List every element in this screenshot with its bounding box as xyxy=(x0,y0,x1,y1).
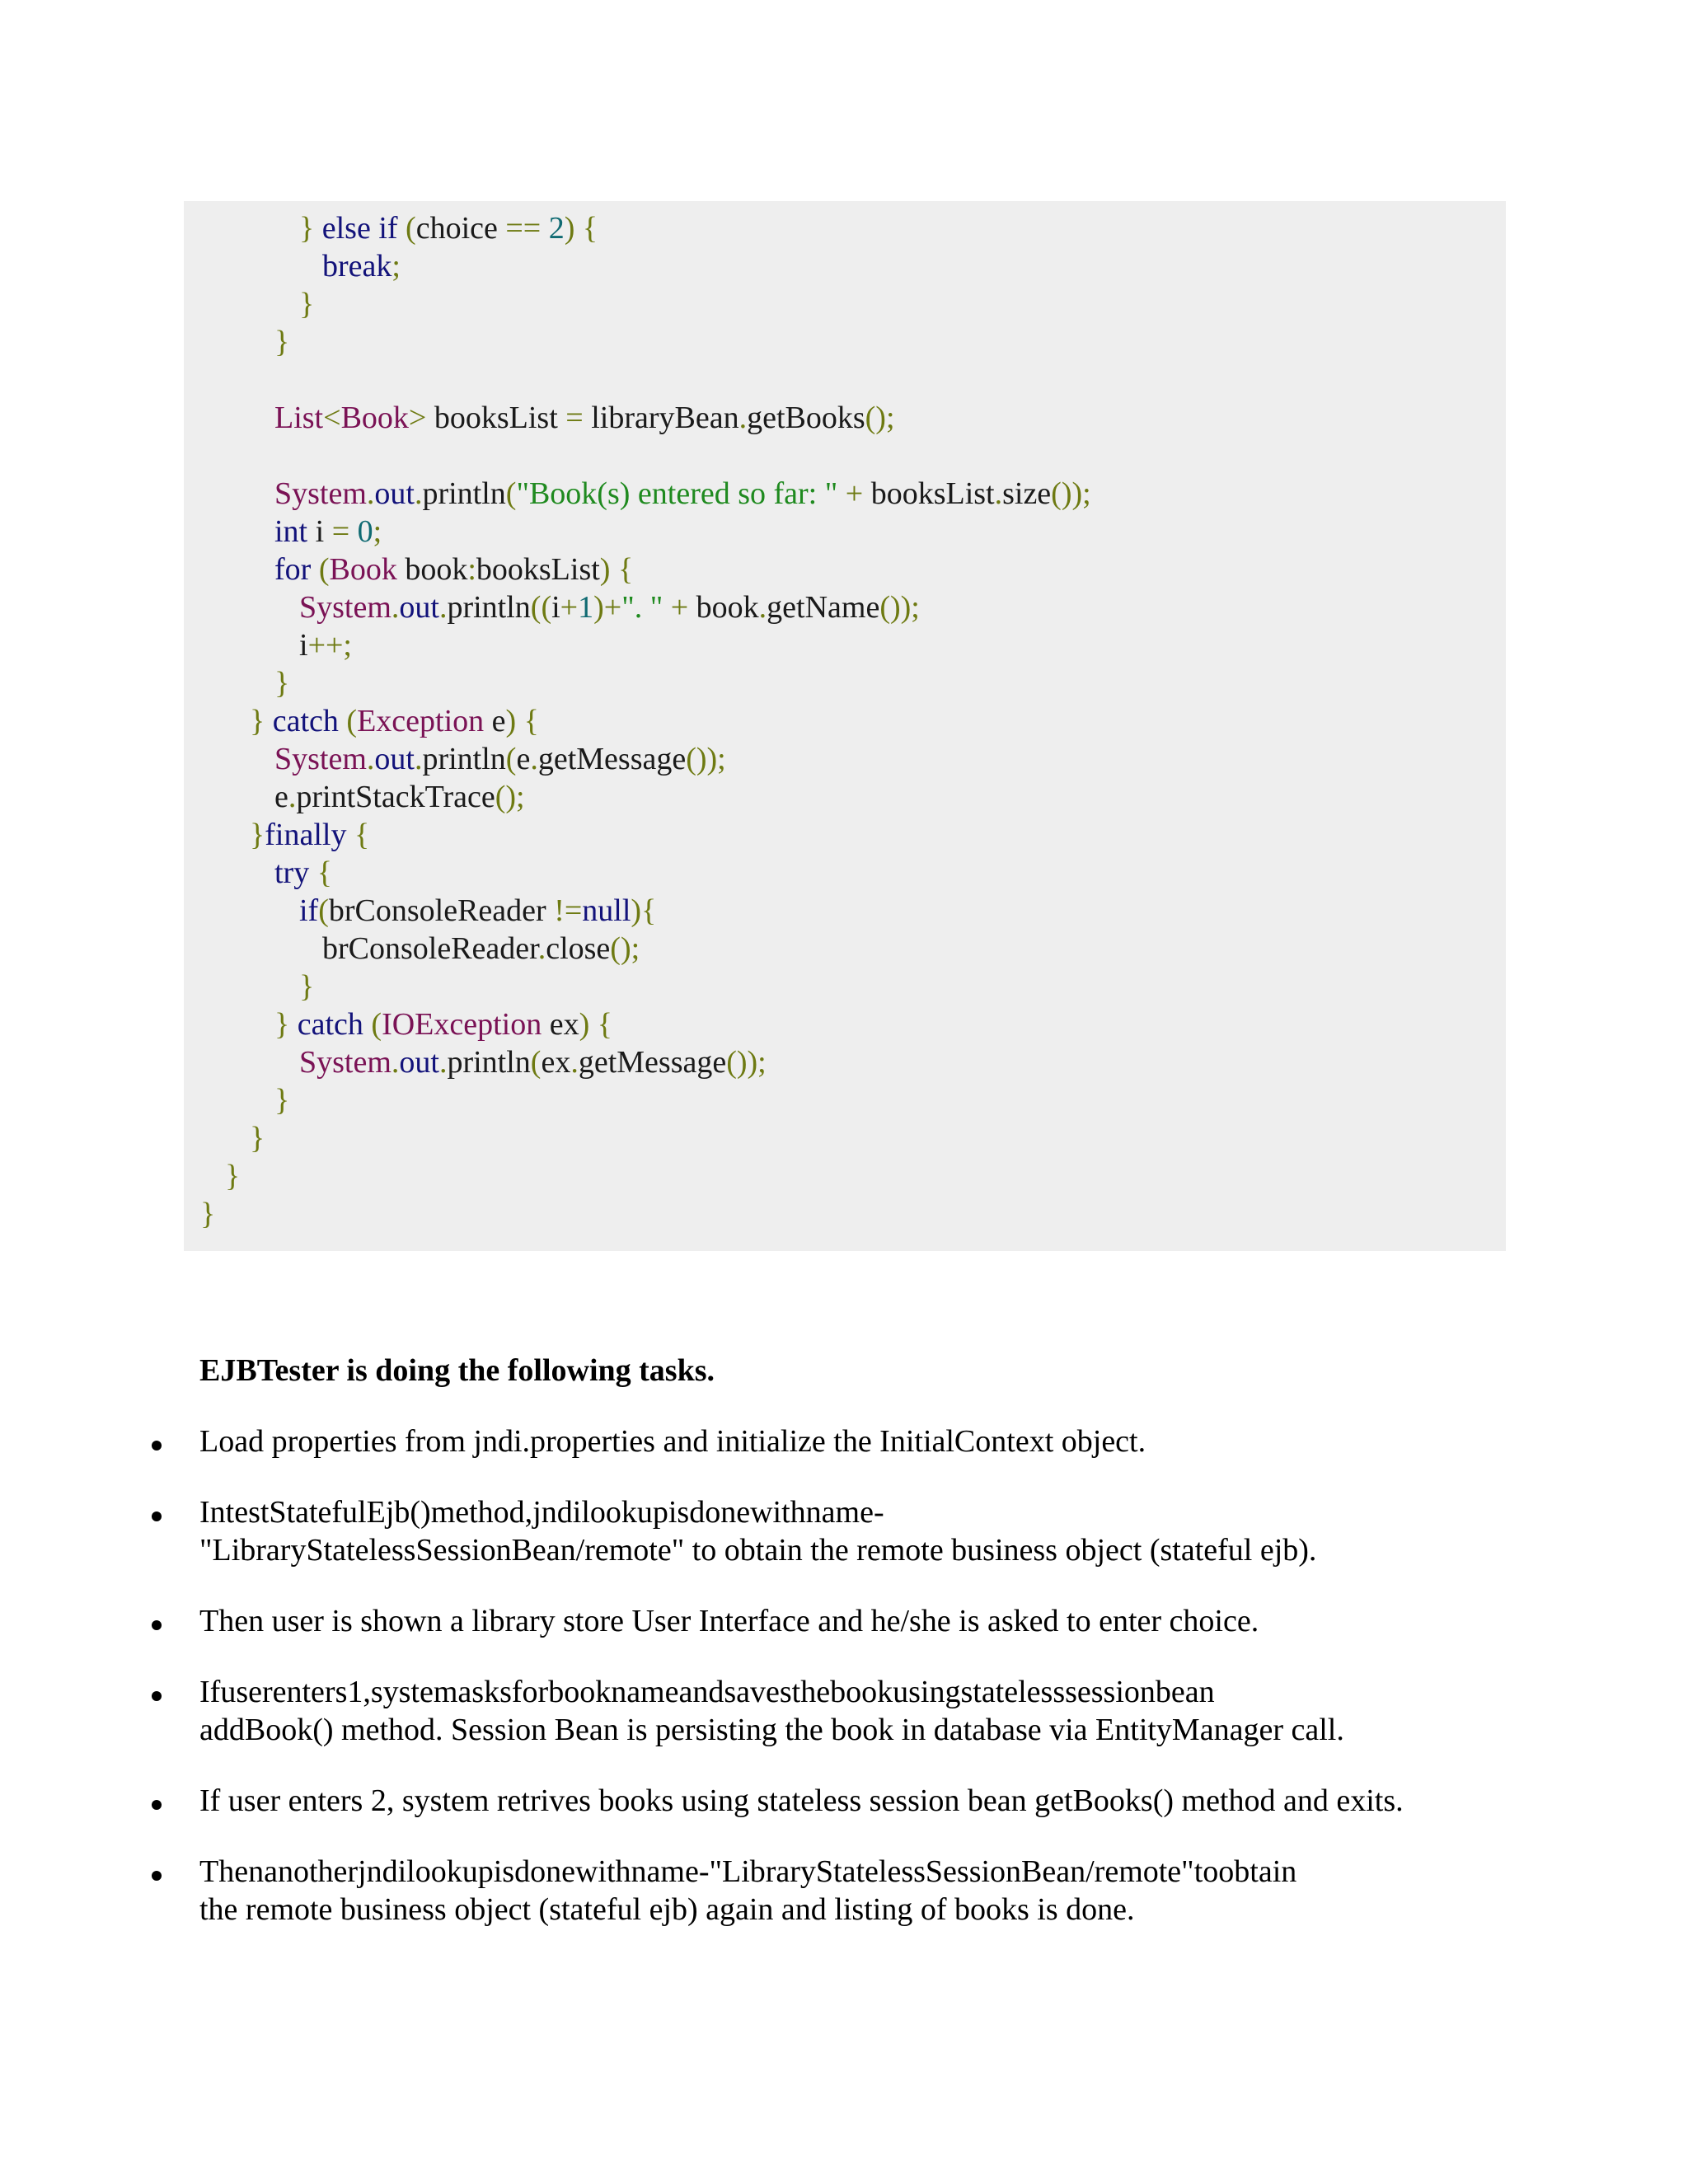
word: is xyxy=(493,1854,515,1889)
code-token: brConsoleReader xyxy=(322,931,538,966)
code-token: . xyxy=(391,590,400,625)
code-token: catch xyxy=(272,704,347,738)
code-token: = xyxy=(331,514,358,549)
code-token: choice xyxy=(415,211,506,246)
code-token: } xyxy=(200,1197,216,1231)
code-token: ()); xyxy=(726,1045,767,1080)
code-token: ( xyxy=(318,552,330,587)
word: saves xyxy=(724,1675,792,1709)
code-line xyxy=(250,816,369,854)
code-token: println xyxy=(422,476,506,511)
code-token: ( xyxy=(530,1045,542,1080)
code-line xyxy=(299,968,314,1005)
code-token: getBooks xyxy=(747,401,865,435)
word: to xyxy=(1193,1854,1219,1889)
code-token: ; xyxy=(373,514,382,549)
code-token: if xyxy=(299,893,319,928)
code-token: booksList xyxy=(434,401,566,435)
code-token: getName xyxy=(767,590,880,625)
word: - xyxy=(698,1854,710,1889)
list-item-line: "LibraryStatelessSessionBean/remote" to obtain the remote business object (stateful ejb). xyxy=(199,1533,1317,1568)
code-token: printStackTrace xyxy=(296,780,495,814)
code-token: . xyxy=(738,401,748,435)
code-token: e xyxy=(274,780,288,814)
code-token: 1 xyxy=(578,590,594,625)
word: done xyxy=(514,1854,575,1889)
word: obtain xyxy=(1218,1854,1297,1889)
word: If xyxy=(199,1675,221,1709)
code-line xyxy=(299,1043,767,1081)
word: user xyxy=(220,1675,273,1709)
code-token: . xyxy=(391,1045,400,1080)
code-token: null xyxy=(582,893,631,928)
code-token: println xyxy=(447,1045,531,1080)
word: for xyxy=(511,1675,549,1709)
code-token: getMessage xyxy=(537,742,687,776)
code-token: try xyxy=(274,855,317,890)
word: 1, xyxy=(347,1675,371,1709)
code-line xyxy=(200,1195,215,1233)
code-line xyxy=(274,778,525,816)
code-token: . xyxy=(414,742,423,776)
code-token: ){ xyxy=(631,893,657,928)
code-token: ( xyxy=(318,893,329,928)
word: another xyxy=(264,1854,359,1889)
code-line xyxy=(274,513,382,551)
code-token: } xyxy=(299,969,315,1004)
code-token: i xyxy=(315,514,332,549)
word: session xyxy=(1065,1675,1156,1709)
code-token: 0 xyxy=(357,514,373,549)
code-token: ) { xyxy=(564,211,598,246)
word: name xyxy=(611,1675,679,1709)
code-token: ++; xyxy=(307,628,352,663)
code-token: . xyxy=(537,931,546,966)
code-token: i xyxy=(299,628,308,663)
word: Then xyxy=(199,1854,265,1889)
code-token: getMessage xyxy=(578,1045,727,1080)
word: name xyxy=(631,1854,699,1889)
list-item-line xyxy=(199,1853,1490,1891)
word: with xyxy=(574,1854,631,1889)
code-token: ( xyxy=(505,742,517,776)
code-token: } xyxy=(274,1083,290,1118)
list-item-line xyxy=(199,1673,1490,1711)
code-token: + xyxy=(560,590,579,625)
code-token: ()); xyxy=(686,742,726,776)
code-line xyxy=(322,247,401,285)
code-line xyxy=(299,626,352,664)
word: the xyxy=(791,1675,831,1709)
code-token: > xyxy=(408,401,434,435)
code-token: ( xyxy=(371,1007,382,1042)
code-token: < xyxy=(323,401,341,435)
code-token: = xyxy=(565,401,592,435)
code-token: size xyxy=(1002,476,1052,511)
code-token: . xyxy=(438,590,448,625)
code-line xyxy=(299,285,314,323)
code-token: println xyxy=(422,742,506,776)
code-token: } xyxy=(274,1007,298,1042)
code-token: 2 xyxy=(548,211,565,246)
code-token: ) { xyxy=(579,1007,612,1042)
code-token: "Book(s) entered so far: " xyxy=(516,476,838,511)
code-token: List xyxy=(274,401,324,435)
code-line xyxy=(274,551,633,588)
code-token: { xyxy=(354,818,370,852)
code-token: . xyxy=(994,476,1003,511)
code-token: ". " xyxy=(621,590,663,625)
list-item-text xyxy=(199,1422,1490,1460)
code-token: (); xyxy=(495,780,525,814)
code-token: ( xyxy=(346,704,358,738)
word: lookup xyxy=(581,1495,668,1530)
code-token: Book xyxy=(329,552,406,587)
code-token: out xyxy=(399,590,439,625)
word: book xyxy=(548,1675,612,1709)
code-token: } xyxy=(274,325,290,359)
code-token: Exception xyxy=(357,704,492,738)
bullet-icon xyxy=(152,1800,162,1810)
code-line xyxy=(225,1157,240,1195)
code-token: e xyxy=(491,704,506,738)
word: - xyxy=(873,1495,884,1530)
code-token: out xyxy=(374,476,415,511)
code-token: ; xyxy=(392,249,401,284)
code-token: System xyxy=(299,1045,392,1080)
word: enters xyxy=(272,1675,348,1709)
word: is xyxy=(668,1495,690,1530)
code-block xyxy=(184,201,1506,1251)
code-line xyxy=(274,1005,612,1043)
list-item-text xyxy=(199,1673,1490,1749)
bullet-icon xyxy=(152,1691,162,1701)
code-token: out xyxy=(399,1045,439,1080)
code-token: . xyxy=(414,476,423,511)
code-token: IOException xyxy=(382,1007,550,1042)
code-token: println xyxy=(447,590,531,625)
code-token: } xyxy=(250,1121,265,1155)
list-item-line: If user enters 2, system retrives books using stateless session bean getBooks() method and exits. xyxy=(199,1783,1404,1818)
code-token: e xyxy=(516,742,531,776)
list-item-text xyxy=(199,1853,1490,1929)
word: testStatefulEjb() xyxy=(225,1495,431,1530)
word: jndi xyxy=(532,1495,582,1530)
code-token: ()); xyxy=(1051,476,1091,511)
code-token: System xyxy=(274,476,367,511)
code-line xyxy=(299,209,598,247)
code-token: )+ xyxy=(593,590,622,625)
list-item-text xyxy=(199,1493,1490,1569)
code-line xyxy=(274,664,289,702)
code-token: (); xyxy=(865,401,895,435)
code-token: { xyxy=(316,855,332,890)
code-token: libraryBean xyxy=(591,401,739,435)
word: with xyxy=(750,1495,806,1530)
code-token: ex xyxy=(549,1007,579,1042)
list-item-line: Load properties from jndi.properties and initialize the InitialContext object. xyxy=(199,1424,1146,1459)
code-line xyxy=(274,854,332,892)
code-token: brConsoleReader xyxy=(328,893,555,928)
code-token: out xyxy=(374,742,415,776)
code-line xyxy=(299,588,920,626)
code-token: ex xyxy=(541,1045,571,1080)
word: and xyxy=(678,1675,724,1709)
code-token: } xyxy=(274,666,290,701)
code-token: : xyxy=(467,552,476,587)
code-token: ( xyxy=(505,476,517,511)
code-token: (( xyxy=(530,590,552,625)
code-token: } xyxy=(250,818,265,852)
word: jndi xyxy=(358,1854,407,1889)
code-token: + xyxy=(837,476,871,511)
word: bean xyxy=(1155,1675,1215,1709)
code-token: ( xyxy=(406,211,416,246)
list-item-text xyxy=(199,1602,1490,1640)
code-token: booksList xyxy=(870,476,995,511)
word: method, xyxy=(430,1495,533,1530)
code-token: + xyxy=(663,590,696,625)
word: using xyxy=(893,1675,961,1709)
code-token: . xyxy=(530,742,538,776)
code-token: Book xyxy=(340,401,409,435)
word: asks xyxy=(457,1675,512,1709)
code-line xyxy=(274,475,1091,513)
bullet-icon xyxy=(152,1511,162,1521)
word: lookup xyxy=(406,1854,494,1889)
code-token: i xyxy=(551,590,560,625)
code-line xyxy=(274,323,289,361)
code-token: ) { xyxy=(599,552,634,587)
word: name xyxy=(805,1495,874,1530)
bullet-icon xyxy=(152,1871,162,1881)
code-token: . xyxy=(366,742,375,776)
code-token: . xyxy=(438,1045,448,1080)
code-line xyxy=(322,930,640,968)
code-token: break xyxy=(322,249,392,284)
code-token: . xyxy=(758,590,767,625)
word: system xyxy=(370,1675,458,1709)
code-token: . xyxy=(288,780,297,814)
code-line xyxy=(274,399,895,437)
code-token: book xyxy=(696,590,759,625)
code-token: finally xyxy=(265,818,354,852)
code-token: (); xyxy=(610,931,640,966)
code-token: . xyxy=(570,1045,579,1080)
code-line xyxy=(274,1081,289,1119)
word: "LibraryStatelessSessionBean/remote" xyxy=(709,1854,1194,1889)
code-token: } xyxy=(299,211,322,246)
code-token: catch xyxy=(297,1007,372,1042)
code-token: == xyxy=(505,211,549,246)
code-token: else if xyxy=(321,211,406,246)
list-item-line xyxy=(199,1493,1490,1531)
list-item-line: addBook() method. Session Bean is persisting the book in database via EntityManager call. xyxy=(199,1713,1344,1747)
code-line xyxy=(274,740,726,778)
code-token: ()); xyxy=(879,590,920,625)
code-token: System xyxy=(299,590,392,625)
code-token: booksList xyxy=(476,552,600,587)
code-token: close xyxy=(546,931,611,966)
code-line xyxy=(250,702,539,740)
section-heading: EJBTester is doing the following tasks. xyxy=(199,1353,715,1388)
bullet-icon xyxy=(152,1441,162,1451)
list-item-text xyxy=(199,1782,1490,1820)
code-token: System xyxy=(274,742,367,776)
code-line xyxy=(250,1119,265,1157)
list-item-line: Then user is shown a library store User Interface and he/she is asked to enter choice. xyxy=(199,1604,1259,1638)
word: stateless xyxy=(960,1675,1066,1709)
code-token: int xyxy=(274,514,316,549)
list-item-line: the remote business object (stateful ejb) again and listing of books is done. xyxy=(199,1892,1135,1927)
word: In xyxy=(199,1495,226,1530)
code-token: for xyxy=(274,552,319,587)
code-token: . xyxy=(366,476,375,511)
code-token: } xyxy=(250,704,273,738)
bullet-icon xyxy=(152,1620,162,1630)
code-token: != xyxy=(554,893,583,928)
code-token: } xyxy=(225,1159,241,1193)
code-token: book xyxy=(405,552,468,587)
code-line xyxy=(299,892,656,930)
code-token: ) { xyxy=(505,704,539,738)
word: done xyxy=(689,1495,751,1530)
code-token: } xyxy=(299,287,315,321)
word: book xyxy=(830,1675,893,1709)
